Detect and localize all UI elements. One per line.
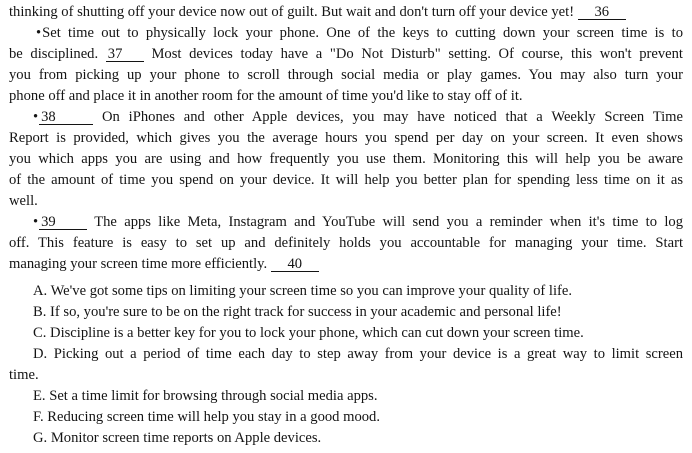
- paragraph-4-line-2: [9, 233, 683, 254]
- answer-options: [9, 281, 683, 449]
- blank-39: 39: [39, 215, 87, 230]
- option-f: F. Reducing screen time will help you stay in a good mood.: [33, 409, 381, 425]
- paragraph-2-text-2b: Most devices today have a "Do Not Disturb" setting. Of course, this won't prevent: [151, 46, 683, 62]
- option-d-line-1: D. Picking out a period of time each day to step away from your device is a great way to limit screen: [33, 346, 683, 362]
- paragraph-3-line-4: [9, 170, 683, 191]
- paragraph-2-line-1: [9, 23, 683, 44]
- bullet-icon: •: [36, 25, 42, 41]
- paragraph-4-line-3: [9, 254, 683, 275]
- paragraph-4-text-2: off. This feature is easy to set up and definitely holds you accountable for managing your time. Start: [9, 235, 683, 251]
- paragraph-2-text-4: phone off and place it in another room for the amount of time you'd like to stay off of it.: [9, 88, 523, 104]
- paragraph-4-line-1: [9, 212, 683, 233]
- bullet-icon: •: [33, 109, 39, 125]
- option-c: C. Discipline is a better key for you to lock your phone, which can cut down your screen time.: [33, 325, 584, 341]
- paragraph-2-text-2a: be disciplined.: [9, 46, 99, 62]
- paragraph-1-line-1: [9, 2, 683, 23]
- paragraph-4-text-3: managing your screen time more efficiently.: [9, 256, 268, 272]
- option-e: E. Set a time limit for browsing through social media apps.: [33, 388, 378, 404]
- paragraph-3-line-5: [9, 191, 683, 212]
- option-a: A. We've got some tips on limiting your screen time so you can improve your quality of life.: [33, 283, 573, 299]
- blank-38: 38: [39, 110, 93, 125]
- option-b: B. If so, you're sure to be on the right track for success in your academic and personal life!: [33, 304, 562, 320]
- blank-37: 37: [106, 47, 144, 62]
- paragraph-3-text-5: well.: [9, 193, 38, 209]
- paragraph-2-text-1: Set time out to physically lock your phone. One of the keys to cutting down your screen time is to: [42, 25, 683, 41]
- bullet-icon: •: [33, 214, 39, 230]
- paragraph-3-line-3: [9, 149, 683, 170]
- option-g: G. Monitor screen time reports on Apple devices.: [33, 430, 322, 446]
- paragraph-2-line-3: [9, 65, 683, 86]
- option-d-line-2: time.: [9, 367, 39, 383]
- blank-40: 40: [271, 257, 319, 272]
- paragraph-3-text-3: you which apps you are using and how frequently you use them. Monitoring this will help you be aware: [9, 151, 683, 167]
- paragraph-3-line-1: [9, 107, 683, 128]
- paragraph-3-line-2: [9, 128, 683, 149]
- paragraph-3-text-1: On iPhones and other Apple devices, you may have noticed that a Weekly Screen Time: [101, 109, 683, 125]
- document-page: [9, 2, 683, 449]
- paragraph-4-text-1: The apps like Meta, Instagram and YouTube will send you a reminder when it's time to log: [94, 214, 683, 230]
- paragraph-3-text-2: Report is provided, which gives you the average hours you spend per day on your screen. It even shows: [9, 130, 683, 146]
- blank-36: 36: [578, 5, 626, 20]
- paragraph-2-text-3: you from picking up your phone to scroll through social media or play games. You may also turn your: [9, 67, 683, 83]
- paragraph-2-line-4: [9, 86, 683, 107]
- paragraph-3-text-4: of the amount of time you spend on your device. It will help you better plan for spending less time on it as: [9, 172, 683, 188]
- paragraph-1-text: thinking of shutting off your device now out of guilt. But wait and don't turn off your device yet!: [9, 4, 575, 20]
- paragraph-2-line-2: [9, 44, 683, 65]
